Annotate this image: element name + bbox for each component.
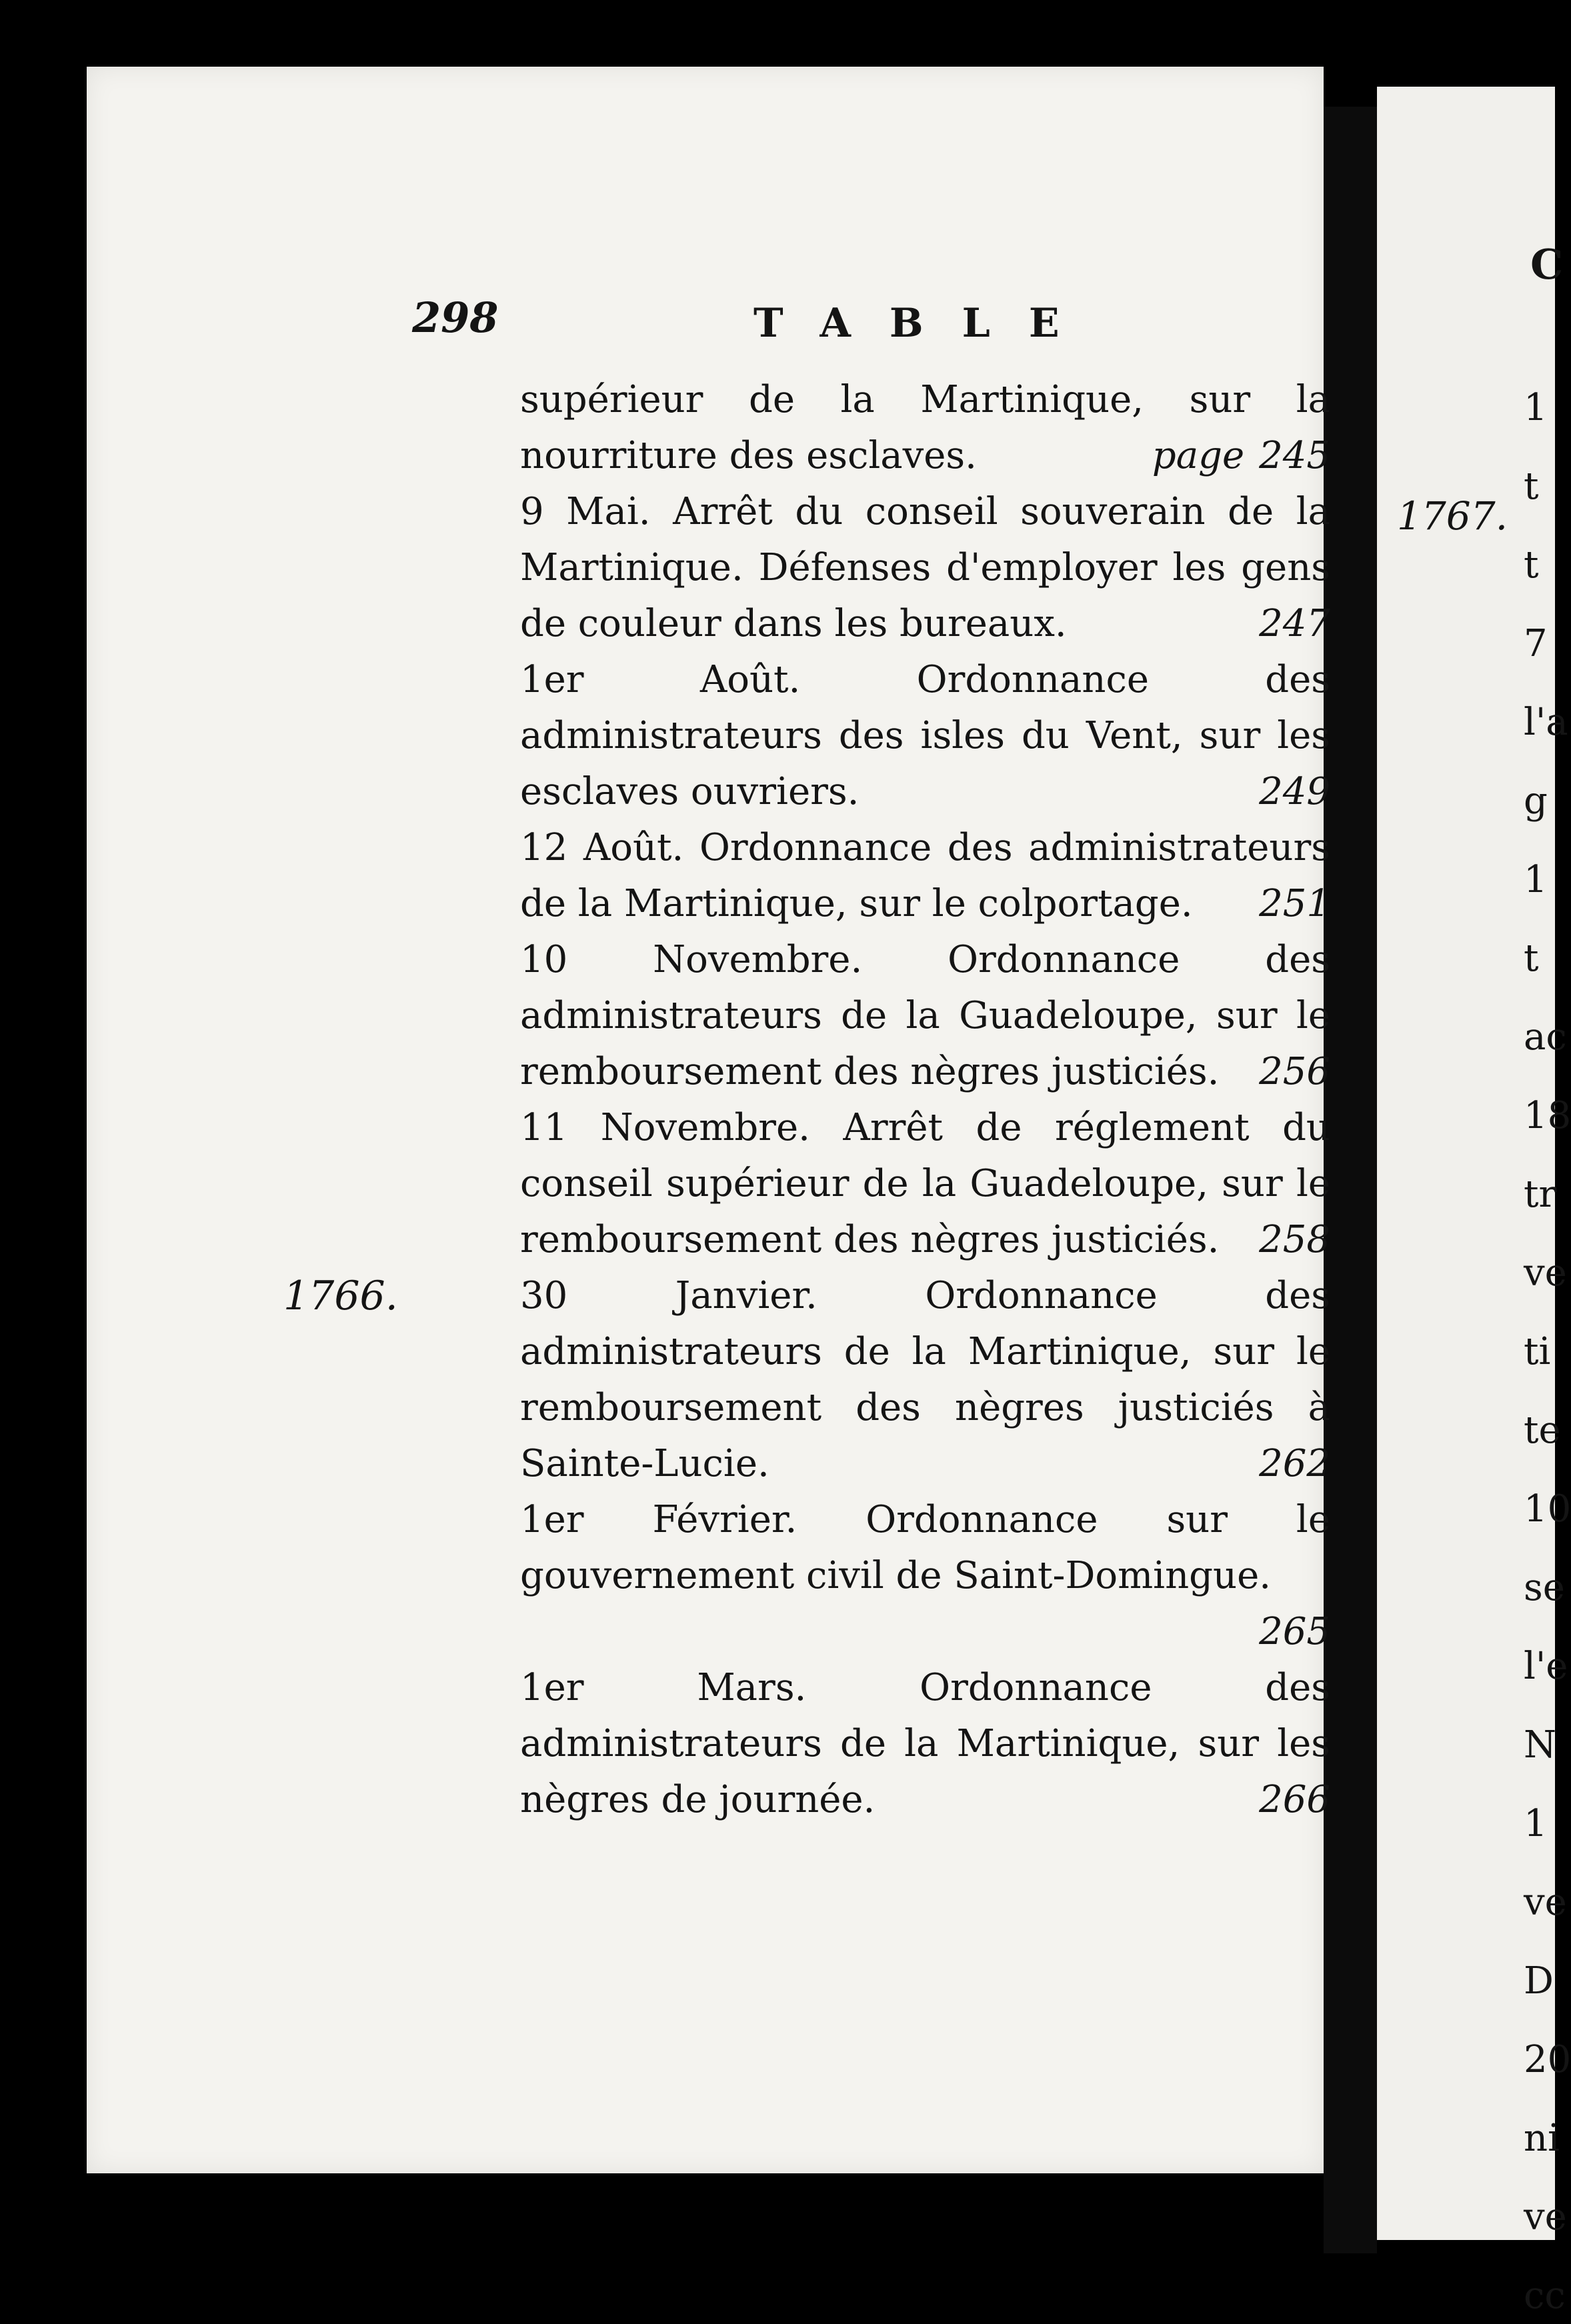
entry-text: supérieur de la Martinique, sur la nourriture des esclaves. — [520, 378, 1330, 477]
next-page-line-fragment: t — [1524, 543, 1539, 587]
next-page-head-letter: C — [1530, 240, 1564, 289]
next-page-line-fragment: ac — [1524, 1015, 1567, 1059]
table-entry — [520, 372, 1330, 484]
entry-text: Ordonnance des administrateurs de la Guadeloupe, sur le remboursement des nègres justiciés. — [520, 938, 1330, 1093]
book-gutter-shadow — [1324, 107, 1377, 2253]
entry-text: Ordonnance des administrateurs de la Martinique, sur le remboursement des nègres justiciés à Sainte-Lucie. — [520, 1274, 1330, 1485]
entry-page-ref — [1259, 1212, 1330, 1268]
entry-page-number: 266 — [1259, 1778, 1330, 1821]
entry-page-ref — [1259, 1772, 1330, 1828]
entry-page-ref — [1259, 1044, 1330, 1100]
next-page-line-fragment: 20 — [1524, 2038, 1571, 2081]
next-page-line-fragment: ni — [1524, 2117, 1560, 2160]
entry-page-ref — [1259, 764, 1330, 820]
table-entry — [520, 1100, 1330, 1268]
entry-page-number: 262 — [1259, 1442, 1330, 1485]
entry-page-number: 245 — [1259, 434, 1330, 477]
entry-date: 30 Janvier. — [520, 1274, 818, 1317]
entry-text: Ordonnance des administrateurs de la Martinique, sur les nègres de journée. — [520, 1666, 1330, 1821]
entry-text: Arrêt du conseil souverain de la Martinique. Défenses d'employer les gens de couleur dans les bureaux. — [520, 490, 1330, 645]
next-page-line-fragment: l'a — [1524, 701, 1568, 744]
entry-page-number: 251 — [1259, 882, 1330, 925]
entry-date: 12 Août. — [520, 826, 684, 869]
entry-page-number: 258 — [1259, 1218, 1330, 1261]
page-header — [87, 281, 1324, 355]
entry-page-ref — [1259, 876, 1330, 932]
table-entry — [520, 1492, 1330, 1660]
entry-page-number: 247 — [1259, 602, 1330, 645]
next-page-line-fragment: ti — [1524, 1330, 1551, 1373]
entry-text: Ordonnance sur le gouvernement civil de Saint-Domingue. — [520, 1498, 1330, 1597]
entry-page-ref — [1152, 428, 1330, 484]
table-entry — [283, 1268, 1330, 1492]
table-entry — [520, 652, 1330, 820]
running-head: TABLE — [753, 300, 1098, 347]
entry-page-ref — [1259, 1436, 1330, 1492]
next-page-line-fragment: ve — [1524, 1251, 1567, 1295]
next-page-line-fragment: 1 — [1524, 1802, 1548, 1845]
entry-page-number: 256 — [1259, 1050, 1330, 1093]
book-page-left — [87, 67, 1330, 2173]
next-page-line-fragment: ve — [1524, 1881, 1567, 1924]
next-page-line-fragment: t — [1524, 465, 1539, 508]
next-page-line-fragment: l'e — [1524, 1645, 1568, 1688]
entry-page-ref — [1259, 1604, 1330, 1660]
entry-page-ref — [1259, 596, 1330, 652]
next-page-line-fragment: te — [1524, 1409, 1561, 1452]
entry-page-number: 265 — [1259, 1610, 1330, 1653]
entry-text: Ordonnance des administrateurs de la Martinique, sur le colportage. — [520, 826, 1330, 925]
entry-date: 11 Novembre. — [520, 1106, 810, 1149]
entry-date: 9 Mai. — [520, 490, 651, 533]
next-page-line-fragment: 1 — [1524, 858, 1548, 901]
next-page-year: 1767. — [1397, 493, 1508, 539]
entry-date: 1er Août. — [520, 658, 801, 701]
next-page-line-fragment: 18 — [1524, 1094, 1571, 1137]
table-entries — [283, 372, 1330, 1828]
entry-text: Arrêt de réglement du conseil supérieur de la Guadeloupe, sur le remboursement des nègres justiciés. — [520, 1106, 1330, 1261]
book-page-right — [1377, 87, 1571, 2317]
table-entry — [520, 1660, 1330, 1828]
next-page-line-fragment: tr — [1524, 1173, 1557, 1216]
next-page-line-fragment: se — [1524, 1566, 1565, 1609]
next-page-line-fragment: N — [1524, 1723, 1556, 1767]
table-entry — [520, 484, 1330, 652]
next-page-line-fragment: ve — [1524, 2195, 1567, 2239]
table-entry — [520, 932, 1330, 1100]
next-page-line-fragment: D — [1524, 1959, 1554, 2003]
next-page-line-fragment: cc — [1524, 2274, 1566, 2317]
page-number: 298 — [412, 293, 499, 342]
table-entry — [520, 820, 1330, 932]
next-page-line-fragment: g — [1524, 779, 1548, 823]
entry-text: Ordonnance des administrateurs des isles du Vent, sur les esclaves ouvriers. — [520, 658, 1330, 813]
entry-page-word: page — [1152, 434, 1245, 477]
entry-page-number: 249 — [1259, 770, 1330, 813]
entry-date: 1er Février. — [520, 1498, 798, 1541]
entry-date: 1er Mars. — [520, 1666, 807, 1709]
next-page-line-fragment: 10 — [1524, 1487, 1571, 1531]
entry-year: 1766. — [283, 1273, 398, 1319]
next-page-line-fragment: t — [1524, 937, 1539, 980]
entry-date: 10 Novembre. — [520, 938, 863, 981]
next-page-line-fragment: 1 — [1524, 386, 1548, 429]
next-page-line-fragment: 7 — [1524, 622, 1548, 665]
